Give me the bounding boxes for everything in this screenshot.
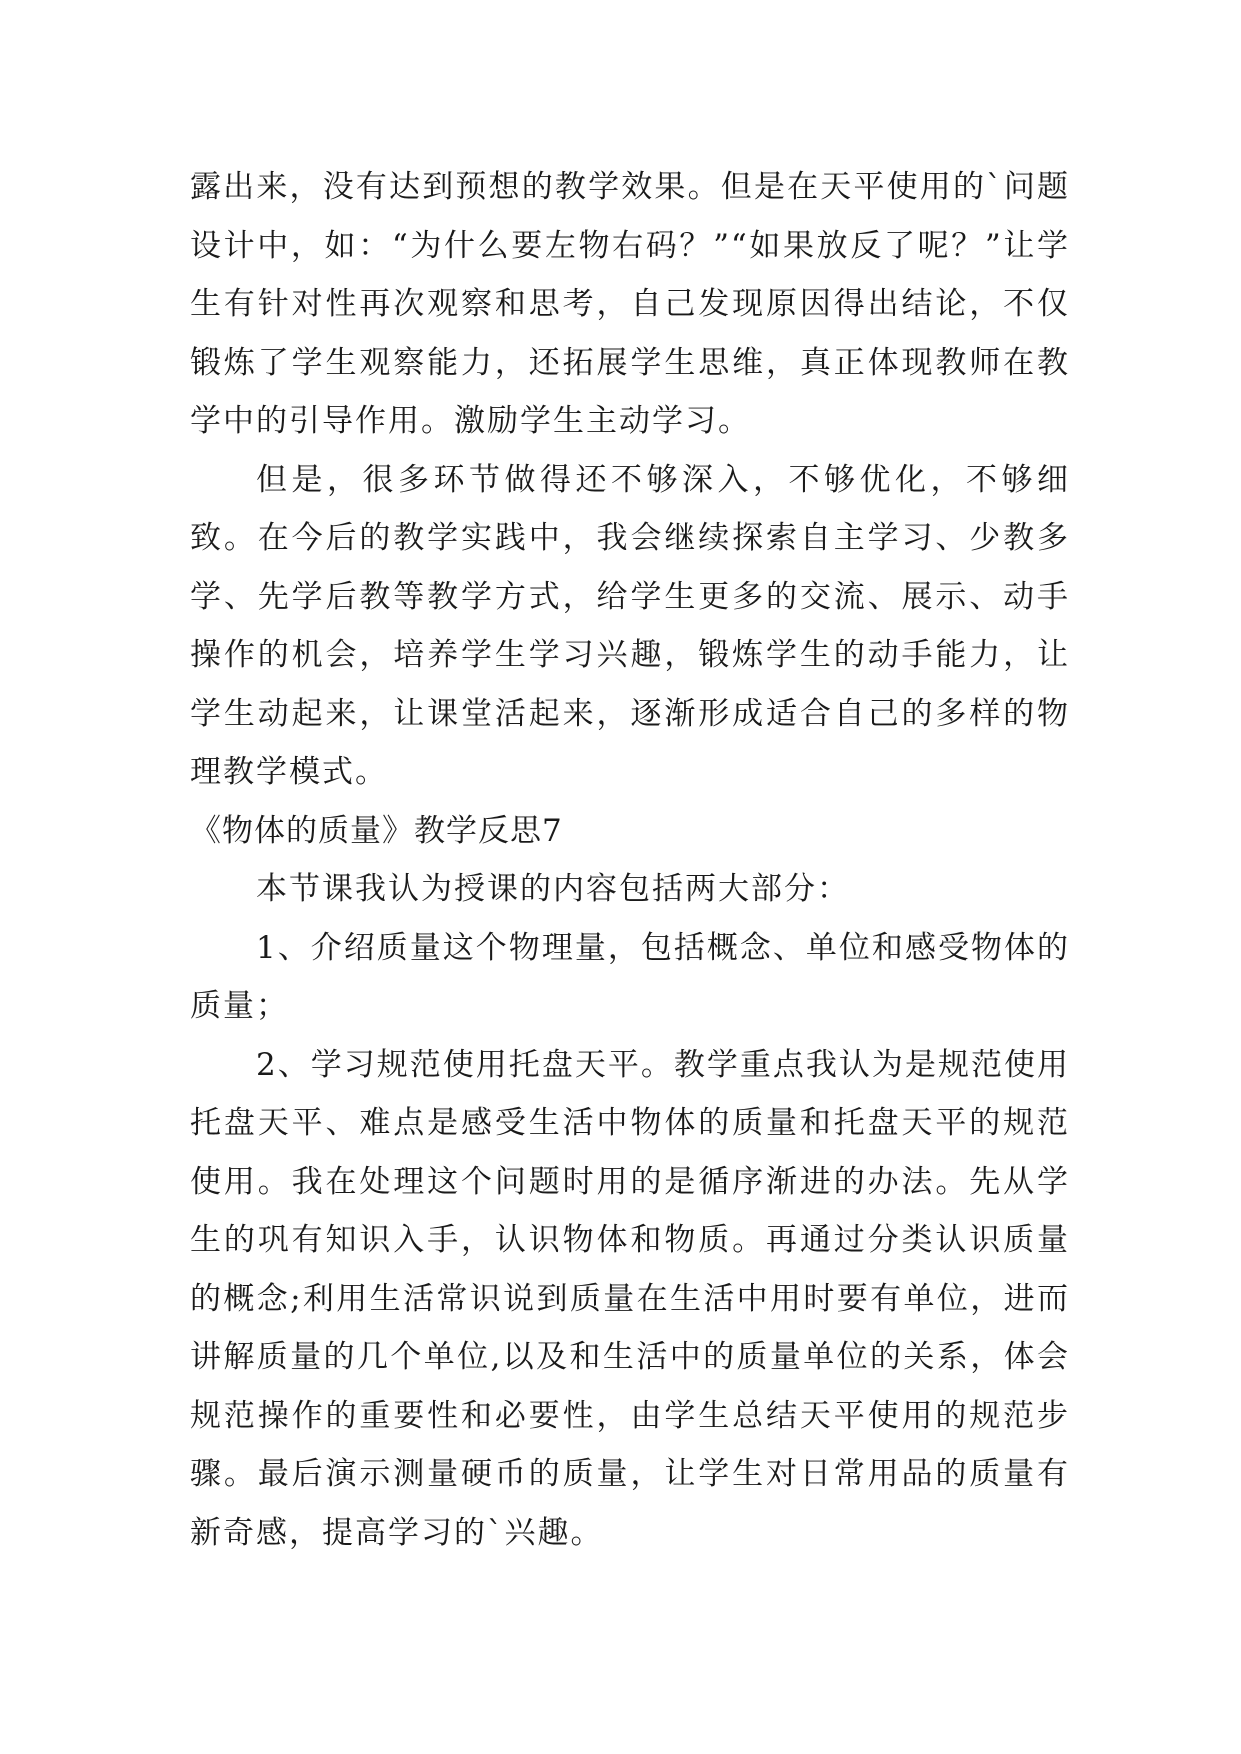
paragraph-intro: 本节课我认为授课的内容包括两大部分： bbox=[256, 871, 850, 907]
document-body bbox=[190, 158, 1070, 1562]
paragraph-point-1: 1、介绍质量这个物理量，包括概念、单位和感受物体的质量； bbox=[190, 929, 1070, 1024]
section-title: 《物体的质量》教学反思7 bbox=[190, 812, 563, 849]
paragraph-continuation: 露出来，没有达到预想的教学效果。但是在天平使用的`问题设计中，如：“为什么要左物右码？”“如果放反了呢？”让学生有针对性再次观察和思考，自己发现原因得出结论，不仅锻炼了学生观察能力，还拓展学生思维，真正体现教师在教学中的引导作用。激励学生主动学习。 bbox=[190, 169, 1070, 439]
paragraph-point-2: 2、学习规范使用托盘天平。教学重点我认为是规范使用托盘天平、难点是感受生活中物体的质量和托盘天平的规范使用。我在处理这个问题时用的是循序渐进的办法。先从学生的巩有知识入手，认识物体和物质。再通过分类认识质量的概念;利用生活常识说到质量在生活中用时要有单位，进而讲解质量的几个单位,以及和生活中的质量单位的关系，体会规范操作的重要性和必要性，由学生总结天平使用的规范步骤。最后演示测量硬币的质量，让学生对日常用品的质量有新奇感，提高学习的`兴趣。 bbox=[190, 1046, 1070, 1551]
paragraph-conclusion: 但是，很多环节做得还不够深入，不够优化，不够细致。在今后的教学实践中，我会继续探索自主学习、少教多学、先学后教等教学方式，给学生更多的交流、展示、动手操作的机会，培养学生学习兴趣，锻炼学生的动手能力，让学生动起来，让课堂活起来，逐渐形成适合自己的多样的物理教学模式。 bbox=[190, 461, 1070, 790]
